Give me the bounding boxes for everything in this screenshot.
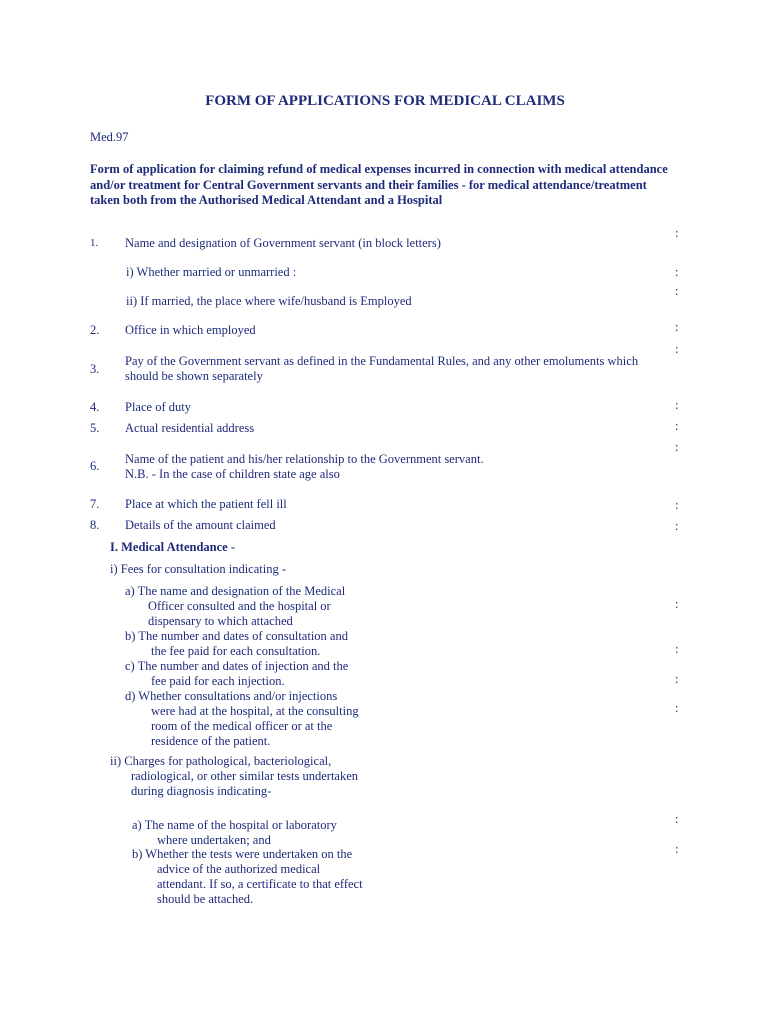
item-label: Place of duty [125, 400, 191, 414]
field-colon: : [675, 320, 679, 334]
field-colon: : [675, 519, 679, 533]
intro-line: taken both from the Authorised Medical Attendant and a Hospital [90, 193, 443, 207]
section-heading: I. Medical Attendance - [110, 540, 235, 554]
sub-item-label: should be attached. [157, 892, 254, 906]
item-label: should be shown separately [125, 369, 263, 383]
field-colon: : [675, 672, 679, 686]
item-label: Office in which employed [125, 323, 256, 337]
sub-item-label: residence of the patient. [151, 734, 271, 748]
field-colon: : [675, 265, 679, 279]
item-sub-label: i) Whether married or unmarried : [126, 265, 297, 279]
sub-item-label: Officer consulted and the hospital or [148, 599, 331, 613]
item-number: 4. [90, 400, 100, 414]
item-number: 8. [90, 518, 100, 532]
subsection-label: radiological, or other similar tests undertaken [131, 769, 359, 783]
sub-item-label: b) The number and dates of consultation and [125, 629, 348, 643]
form-title: FORM OF APPLICATIONS FOR MEDICAL CLAIMS [205, 93, 565, 109]
form-reference: Med.97 [90, 130, 129, 144]
field-colon: : [675, 226, 679, 240]
item-number: 5. [90, 421, 100, 435]
sub-item-label: room of the medical officer or at the [151, 719, 333, 733]
sub-item-label: a) The name and designation of the Medical [125, 584, 346, 598]
item-label: N.B. - In the case of children state age also [125, 467, 340, 481]
item-label: Place at which the patient fell ill [125, 497, 287, 511]
item-label: Name and designation of Government servant (in block letters) [125, 236, 441, 250]
sub-item-label: were had at the hospital, at the consulting [151, 704, 359, 718]
field-colon: : [675, 701, 679, 715]
field-colon: : [675, 284, 679, 298]
sub-item-label: c) The number and dates of injection and the [125, 659, 349, 673]
item-label: Details of the amount claimed [125, 518, 276, 532]
field-colon: : [675, 642, 679, 656]
field-colon: : [675, 398, 679, 412]
item-label: Name of the patient and his/her relationship to the Government servant. [125, 452, 484, 466]
item-number: 3. [90, 362, 100, 376]
item-number: 6. [90, 459, 100, 473]
item-label: Pay of the Government servant as defined in the Fundamental Rules, and any other emoluments which [125, 354, 639, 368]
item-label: Actual residential address [125, 421, 255, 435]
sub-item-label: where undertaken; and [157, 833, 271, 847]
sub-item-label: advice of the authorized medical [157, 862, 321, 876]
field-colon: : [675, 812, 679, 826]
field-colon: : [675, 597, 679, 611]
sub-item-label: dispensary to which attached [148, 614, 293, 628]
item-sub-label: ii) If married, the place where wife/husband is Employed [126, 294, 412, 308]
item-number: 2. [90, 323, 100, 337]
field-colon: : [675, 419, 679, 433]
item-number: 1. [90, 237, 99, 249]
sub-item-label: a) The name of the hospital or laboratory [132, 818, 337, 832]
field-colon: : [675, 842, 679, 856]
sub-item-label: fee paid for each injection. [151, 674, 285, 688]
intro-line: and/or treatment for Central Government servants and their families - for medical attendance/treatment [90, 178, 647, 192]
sub-item-label: the fee paid for each consultation. [151, 644, 321, 658]
intro-line: Form of application for claiming refund of medical expenses incurred in connection with medical attendance [90, 162, 668, 176]
subsection-label: ii) Charges for pathological, bacteriological, [110, 754, 332, 768]
field-colon: : [675, 342, 679, 356]
field-colon: : [675, 440, 679, 454]
sub-item-label: d) Whether consultations and/or injections [125, 689, 338, 703]
subsection-label: during diagnosis indicating- [131, 784, 272, 798]
subsection-label: i) Fees for consultation indicating - [110, 562, 287, 576]
field-colon: : [675, 498, 679, 512]
sub-item-label: b) Whether the tests were undertaken on the [132, 847, 353, 861]
sub-item-label: attendant. If so, a certificate to that effect [157, 877, 363, 891]
item-number: 7. [90, 497, 100, 511]
